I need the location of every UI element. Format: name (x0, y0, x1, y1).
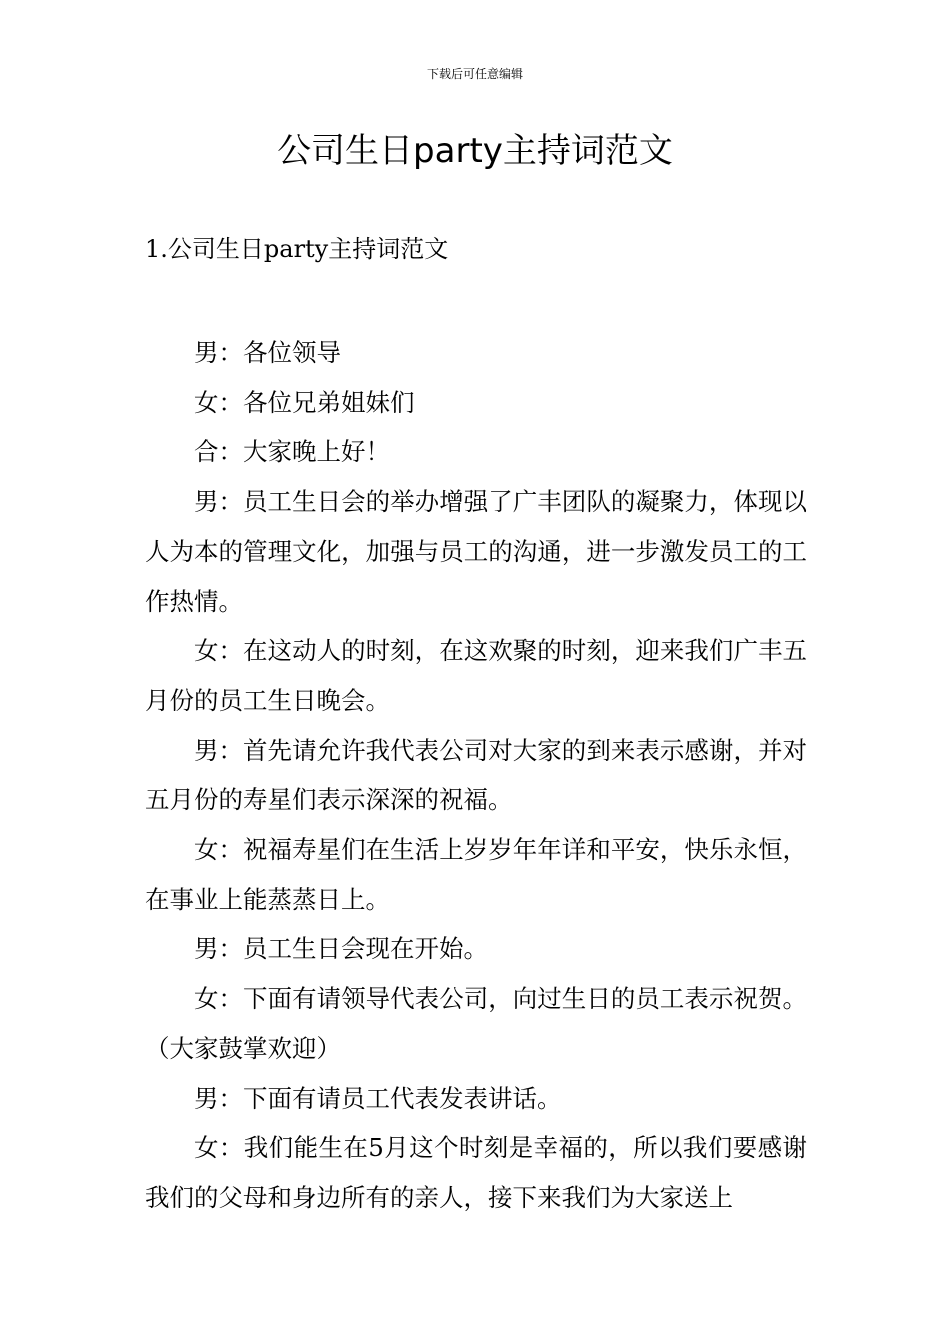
header-note: 下载后可任意编辑 (426, 67, 523, 81)
paragraph: 合：大家晚上好！ (194, 437, 390, 467)
paragraph: 女：下面有请领导代表公司，向过生日的员工表示祝贺。（大家鼓掌欢迎） (145, 984, 807, 1063)
paragraph: 女：在这动人的时刻，在这欢聚的时刻，迎来我们广丰五月份的员工生日晚会。 (145, 636, 807, 715)
document-title: 公司生日party主持词范文 (277, 131, 673, 171)
paragraph: 男：下面有请员工代表发表讲话。 (194, 1083, 562, 1113)
paragraph: 男：首先请允许我代表公司对大家的到来表示感谢，并对五月份的寿星们表示深深的祝福。 (145, 735, 807, 815)
section-heading: 1.公司生日party主持词范文 (145, 235, 449, 263)
paragraph: 男：员工生日会的举办增强了广丰团队的凝聚力，体现以人为本的管理文化，加强与员工的沟通，进一步激发员工的工作热情。 (145, 487, 807, 616)
paragraph: 男：各位领导 (194, 338, 341, 367)
paragraph: 女：各位兄弟姐妹们 (194, 387, 415, 417)
paragraph: 女：我们能生在5月这个时刻是幸福的，所以我们要感谢我们的父母和身边所有的亲人，接下来我们为大家送上 (145, 1133, 807, 1212)
paragraph: 男：员工生日会现在开始。 (194, 934, 488, 964)
paragraph: 女：祝福寿星们在生活上岁岁年年详和平安，快乐永恒，在事业上能蒸蒸日上。 (145, 835, 807, 914)
document-body (145, 328, 807, 1223)
